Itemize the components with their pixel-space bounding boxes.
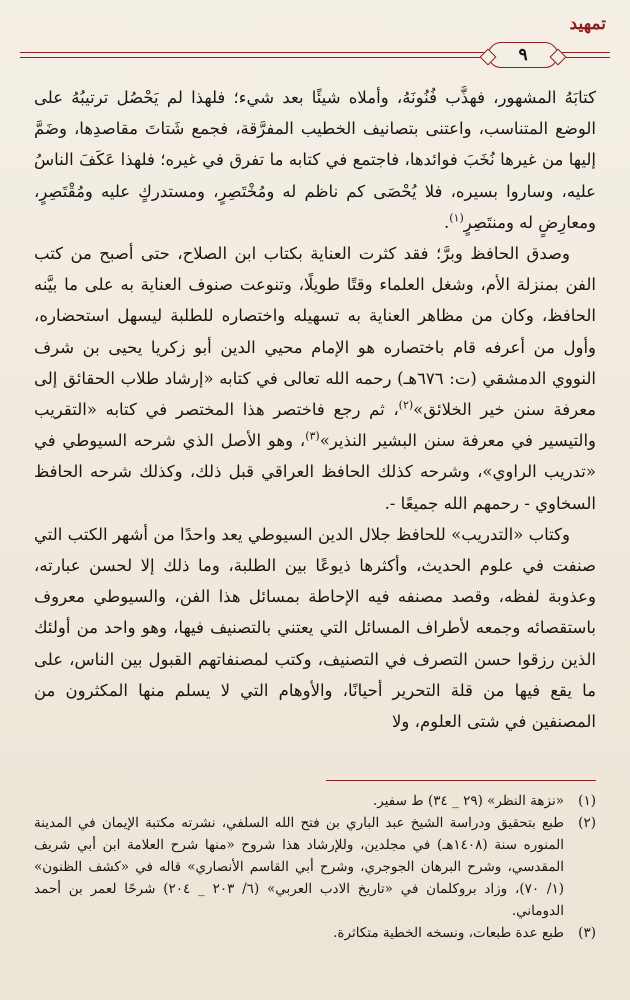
page-number: ٩ bbox=[518, 45, 528, 65]
footnote-number: (١) bbox=[578, 793, 596, 809]
paragraph-text: وصدق الحافظ وبرَّ؛ فقد كثرت العناية بكتاب ابن الصلاح، حتى أصبح من كتب الفن بمنزلة الأم، وشغل العلماء وقتًا طويلًا، وتنوعت صنوف العناية به على ما بيَّنه الحافظ، وكان من مظاهر العناية به تسهيله واختصاره للطلبة ليسهل استحضاره، وأول من أعرفه قام باختصاره هو الإمام محيي الدين أبو زكريا يحيى بن شرف النووي الدمشقي (ت: ٦٧٦هـ) رحمه الله تعالى في كتابه «إرشاد طلاب الحقائق إلى معرفة سنن خير الخلائق» bbox=[34, 244, 596, 420]
paragraph-text: ، ثم رجع فاختصر هذا المختصر في كتابه «التقريب والتيسير في معرفة سنن البشير النذير» bbox=[34, 400, 597, 451]
footnote-reference: (١) bbox=[449, 211, 464, 225]
footnote-text: طبع بتحقيق ودراسة الشيخ عبد الباري بن فتح الله السلفي، نشرته مكتبة الإيمان في المدينة المنوره سنة (١٤٠٨هـ) في مجلدين، وللإرشاد هذا شروح «منها شرح العلامة ابن أبي شريف المقدسي، وشرح البرهان الجوجري، وشرح أبي القاسم الأنصاري» قاله في «كشف الظنون» (١/ ٧٠)، وزاد بروكلمان في «تاريخ الادب العربي» (٦/ ٢٠٣ _ ٢٠٤) شرحًا لعمر بن أحمد الدوماني. bbox=[34, 815, 564, 919]
footnote-separator bbox=[326, 780, 596, 781]
page-number-ornament-icon bbox=[488, 42, 558, 68]
paragraph bbox=[34, 519, 596, 737]
main-text bbox=[34, 82, 596, 737]
footnote-reference: (٣) bbox=[305, 429, 320, 443]
paragraph bbox=[34, 82, 596, 238]
footnote-reference: (٢) bbox=[398, 398, 414, 412]
paragraph-text: كتابَهُ المشهور، فهذَّب فُنُونَهُ، وأملاه شيئًا بعد شيء؛ فلهذا لم يَحْصُل ترتيبُهُ على الوضع المتناسب، واعتنى بتصانيف الخطيب المفرَّقة، فجمع شَتاتَ مقاصدِها، وضَمَّ إليها من غيرها نُخَبَ فوائدها، فاجتمع في كتابه ما تفرق في غيره؛ فلهذا عَكَفَ الناسُ عليه، وساروا بسيره، فلا يُحْصَى كم ناظم له ومُخْتَصِرٍ، ومستدركٍ عليه ومُقْتَصِرٍ، ومعارِضٍ له ومنتَصِرٍ bbox=[34, 88, 597, 232]
footnote-number: (٣) bbox=[578, 925, 596, 941]
footnote-text: طبع عدة طبعات، ونسخه الخطية متكاثرة. bbox=[333, 925, 564, 941]
footnote bbox=[34, 790, 596, 812]
footnote bbox=[34, 922, 596, 944]
footnote-text: «نزهة النظر» (٢٩ _ ٣٤) ط سفير. bbox=[372, 793, 564, 809]
paragraph bbox=[34, 238, 596, 519]
paragraph-text: وكتاب «التدريب» للحافظ جلال الدين السيوطي يعد واحدًا من أشهر الكتب التي صنفت في علوم الحديث، وأكثرها ذيوعًا بين الطلبة، وما ذلك إلا لحسن عبارته، وعذوبة لفظه، وقصد مصنفه فيه الإحاطة بمسائل هذا الفن، والسيوطي معروف باستقصائه وجمعه لأطراف المسائل التي يعتني بالتصنيف فيها، وهو واحد من أولئك الذين رزقوا حسن التصرف في التصنيف، وكتب لمصنفاتهم القبول بين الناس، على ما يقع فيها من قلة التحرير أحيانًا، والأوهام التي لا يسلم منها المكثرون من المصنفين في شتى العلوم، ولا bbox=[34, 524, 596, 732]
paragraph-text: . bbox=[443, 212, 450, 232]
footnotes bbox=[34, 790, 596, 944]
footnote-number: (٢) bbox=[578, 815, 596, 831]
running-title: تمهيد bbox=[569, 14, 606, 34]
paragraph-text: ، وهو الأصل الذي شرحه السيوطي في «تدريب الراوي»، وشرحه كذلك الحافظ العراقي قبل ذلك، وكذلك شرحه الحافظ السخاوي - رحمهم الله جميعًا -. bbox=[34, 431, 596, 513]
page-header bbox=[20, 14, 610, 64]
footnote bbox=[34, 812, 596, 922]
